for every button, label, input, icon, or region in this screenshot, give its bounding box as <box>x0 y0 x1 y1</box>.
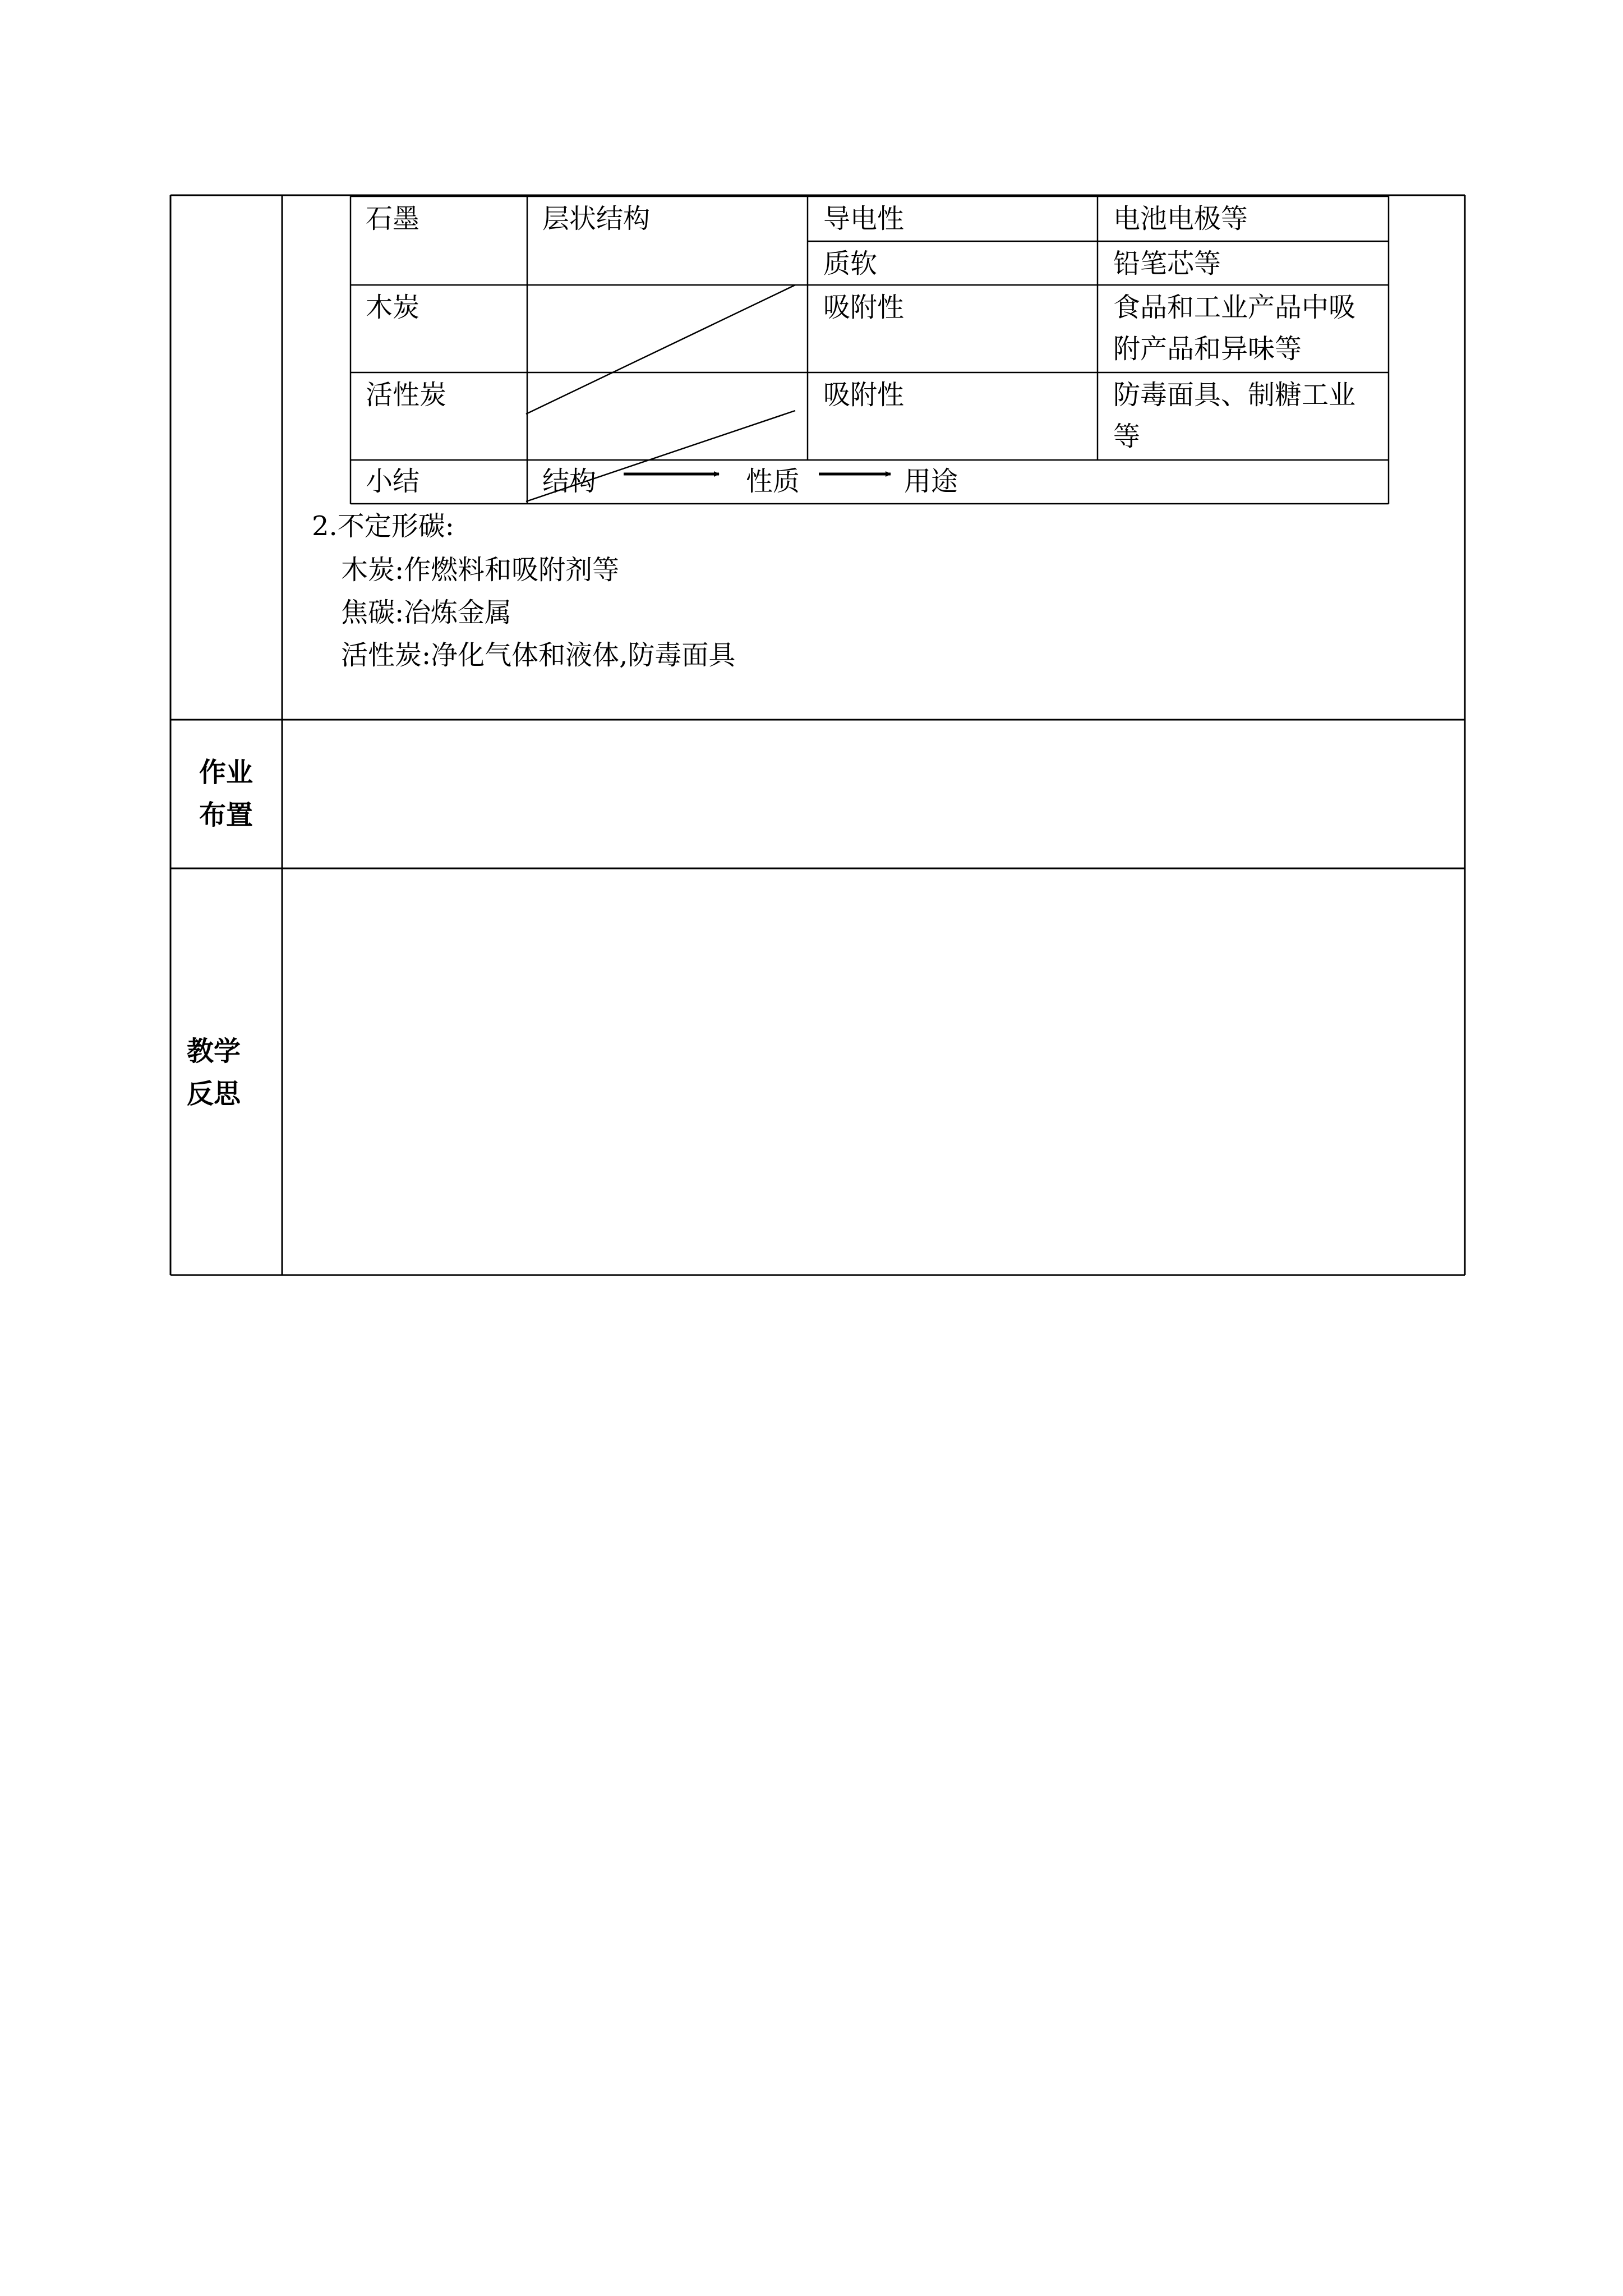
reflection-label-line2: 反思 <box>187 1078 241 1110</box>
summary-label: 小结 <box>366 466 420 497</box>
summary-step-property: 性质 <box>746 466 800 497</box>
homework-label-line1: 作业 <box>199 757 253 788</box>
cell-use-graphite-1: 电池电极等 <box>1113 203 1248 234</box>
cell-property-activated-carbon: 吸附性 <box>823 379 905 411</box>
cell-use-activated-carbon-1: 防毒面具、制糖工业 <box>1113 379 1356 411</box>
summary-step-structure: 结构 <box>542 466 597 497</box>
cell-use-charcoal-1: 食品和工业产品中吸 <box>1113 292 1356 323</box>
reflection-label-line1: 教学 <box>187 1036 241 1067</box>
cell-use-activated-carbon-2: 等 <box>1113 421 1141 452</box>
cell-structure-graphite: 层状结构 <box>542 203 651 234</box>
cell-property-charcoal: 吸附性 <box>823 292 905 323</box>
cell-property-graphite-1: 导电性 <box>823 203 905 234</box>
amorphous-heading: 2.不定形碳: <box>312 510 454 542</box>
amorphous-item-charcoal: 木炭:作燃料和吸附剂等 <box>341 554 620 586</box>
cell-name-graphite: 石墨 <box>366 203 420 234</box>
cell-name-activated-carbon: 活性炭 <box>366 379 447 411</box>
homework-label-line2: 布置 <box>199 799 253 831</box>
cell-property-graphite-2: 质软 <box>823 248 878 279</box>
amorphous-item-coke: 焦碳:冶炼金属 <box>341 597 512 628</box>
cell-name-charcoal: 木炭 <box>366 292 420 323</box>
summary-step-use: 用途 <box>904 466 958 497</box>
cell-use-charcoal-2: 附产品和异味等 <box>1113 333 1302 365</box>
cell-use-graphite-2: 铅笔芯等 <box>1113 248 1221 279</box>
amorphous-item-activated-carbon: 活性炭:净化气体和液体,防毒面具 <box>341 639 736 671</box>
